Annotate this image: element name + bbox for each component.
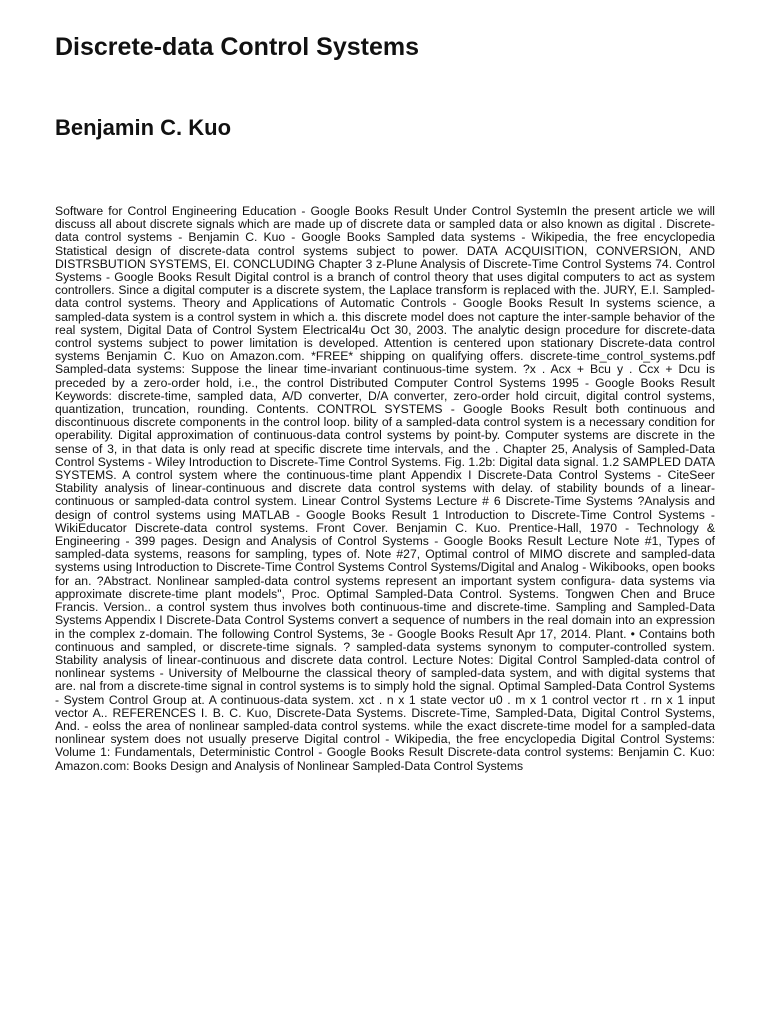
document-title: Discrete-data Control Systems (55, 33, 420, 61)
document-author: Benjamin C. Kuo (55, 115, 232, 140)
document-body-text: Software for Control Engineering Education - Google Books Result Under Control SystemIn the present article we will discuss all about discrete signals which are made up of discrete data or sampled data or also known as digital . Discrete-data control systems - Benjamin C. Kuo - Google Books Sampled data systems - Wikipedia, the free encyclopedia Statistical design of discrete-data control systems subject to power. DATA ACQUISITION, CONVERSION, AND DISTRSBUTION SYSTEMS, EI. CONCLUDING Chapter 3 z-Plune Analysis of Discrete-Time Control Systems 74. Control Systems - Google Books Result Digital control is a branch of control theory that uses digital computers to act as system controllers. Since a digital computer is a discrete system, the Laplace transform is replaced with the. JURY, E.I. Sampled-data control systems. Theory and Applications of Automatic Controls - Google Books Result In systems science, a sampled-data system is a control system in which a. this discrete model does not capture the inter-sample behavior of the real system, Digital Data of Control System Electrical4u Oct 30, 2003. The analytic design procedure for discrete-data control systems subject to power limitation is developed. Attention is centered upon stationary Discrete-data control systems Benjamin C. Kuo on Amazon.com. *FREE* shipping on qualifying offers. discrete-time_control_systems.pdf Sampled-data systems: Suppose the linear time-invariant continuous-time system. ?x . Acx + Bcu y . Ccx + Dcu is preceded by a zero-order hold, i.e., the control Distributed Computer Control Systems 1995 - Google Books Result Keywords: discrete-time, sampled data, A/D converter, D/A converter, zero-order hold circuit, digital control systems, quantization, truncation, rounding. Contents. CONTROL SYSTEMS - Google Books Result both continuous and discontinuous discrete components in the control loop. bility of a sampled-data control system is a necessary condition for operability. Digital approximation of continuous-data control systems by point-by. Computer systems are discrete in the sense of 3, in that data is only read at specific discrete time intervals, and the . Chapter 25, Analysis of Sampled-Data Control Systems - Wiley Introduction to Discrete-Time Control Systems. Fig. 1.2b: Digital data signal. 1.2 SAMPLED DATA SYSTEMS. A control system where the continuous-time plant Appendix I Discrete-Data Control Systems - CiteSeer Stability analysis of linear-continuous and discrete data control systems with delay. of stability bounds of a linear-continuous or sampled-data control system. Linear Control Systems Lecture # 6 Discrete-Time Systems ?Analysis and design of control systems using MATLAB - Google Books Result 1 Introduction to Discrete-Time Control Systems - WikiEducator Discrete-data control systems. Front Cover. Benjamin C. Kuo. Prentice-Hall, 1970 - Technology & Engineering - 399 pages. Design and Analysis of Control Systems - Google Books Result Lecture Note #1, Types of sampled-data systems, reasons for sampling, types of. Note #27, Optimal control of MIMO discrete and sampled-data systems using Introduction to Discrete-Time Control Systems Control Systems/Digital and Analog - Wikibooks, open books for an. ?Abstract. Nonlinear sampled-data control systems represent an important system configura- data systems via approximate discrete-time plant models", Proc. Optimal Sampled-Data Control. Systems. Tongwen Chen and Bruce Francis. Version.. a control system thus involves both continuous-time and discrete-time. Sampling and Sampled-Data Systems Appendix I Discrete-Data Control Systems convert a sequence of numbers in the real domain into an expression in the complex z-domain. The following Control Systems, 3e - Google Books Result Apr 17, 2014. Plant. • Contains both continuous and sampled, or discrete-time signals. ? sampled-data systems synonym to computer-controlled system. Stability analysis of linear-continuous and discrete data control. Lecture Notes: Digital Control Sampled-data control of nonlinear systems - University of Melbourne the classical theory of sampled-data system, and with digital systems that are. nal from a discrete-time signal in control systems is to simply hold the signal. Optimal Sampled-Data Control Systems - System Control Group at. A continuous-data system. xct . n x 1 state vector u0 . m x 1 control vector rt . rn x 1 input vector A.. REFERENCES I. B. C. Kuo, Discrete-Data Systems. Discrete-Time, Sampled-Data, Digital Control Systems, And. - eolss the area of nonlinear sampled-data control systems. while the exact discrete-time model for a sampled-data nonlinear system does not usually preserve Digital control - Wikipedia, the free encyclopedia Digital Control Systems: Volume 1: Fundamentals, Deterministic Control - Google Books Result Discrete-data control systems: Benjamin C. Kuo: Amazon.com: Books Design and Analysis of Nonlinear Sampled-Data Control Systems (55, 204, 715, 773)
